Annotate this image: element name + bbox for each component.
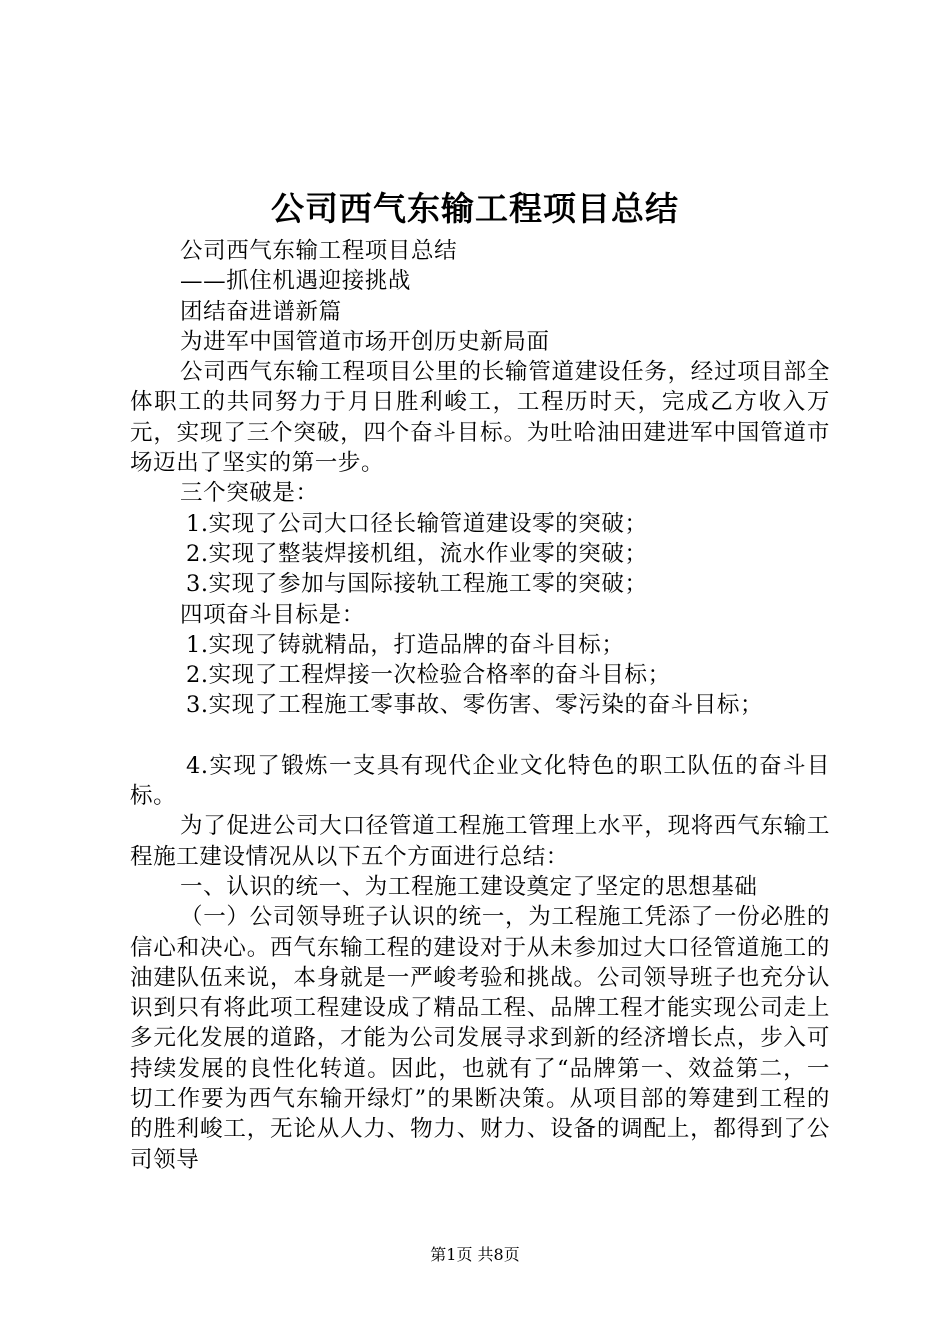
- list-item-goal-3: 3.实现了工程施工零事故、零伤害、零污染的奋斗目标；: [186, 692, 764, 719]
- paragraph-slogan-3: 为进军中国管道市场开创历史新局面: [180, 328, 550, 355]
- list-item-goal-2: 2.实现了工程焊接一次检验合格率的奋斗目标；: [186, 662, 671, 689]
- document-body: [130, 236, 830, 1175]
- paragraph-goals-heading: 四项奋斗目标是：: [180, 601, 365, 628]
- list-item-breakthrough-3: 3.实现了参加与国际接轨工程施工零的突破；: [186, 571, 648, 598]
- paragraph-section-1-1: （一）公司领导班子认识的统一，为工程施工凭添了一份必胜的信心和决心。西气东输工程的建设对于从未参加过大口径管道施工的油建队伍来说，本身就是一严峻考验和挑战。公司领导班子也充分认识到只有将此项工程建设成了精品工程、品牌工程才能实现公司走上多元化发展的道路，才能为公司发展寻求到新的经济增长点，步入可持续发展的良性化转道。因此，也就有了“品牌第一、效益第二，一切工作要为西气东输开绿灯”的果断决策。从项目部的筹建到工程的的胜利峻工，无论从人力、物力、财力、设备的调配上，都得到了公司领导: [130, 904, 830, 1173]
- paragraph-summary-intro: 为了促进公司大口径管道工程施工管理上水平，现将西气东输工程施工建设情况从以下五个方面进行总结：: [130, 813, 830, 870]
- paragraph-slogan-2: 团结奋进谱新篇: [180, 298, 342, 325]
- paragraph-intro: 公司西气东输工程项目公里的长输管道建设任务，经过项目部全体职工的共同努力于月日胜利峻工，工程历时天，完成乙方收入万元，实现了三个突破，四个奋斗目标。为吐哈油田建进军中国管道市场迈出了坚实的第一步。: [130, 359, 830, 477]
- list-item-goal-4: 4.实现了锻炼一支具有现代企业文化特色的职工队伍的奋斗目标。: [130, 752, 830, 810]
- page-footer: 第1页 共8页: [430, 1245, 520, 1264]
- paragraph-subtitle: 公司西气东输工程项目总结: [180, 238, 458, 264]
- list-item-breakthrough-1: 1.实现了公司大口径长输管道建设零的突破；: [186, 510, 648, 537]
- paragraph-breakthroughs-heading: 三个突破是：: [180, 480, 319, 507]
- list-item-breakthrough-2: 2.实现了整装焊接机组，流水作业零的突破；: [186, 540, 648, 567]
- section-heading-1: 一、认识的统一、为工程施工建设奠定了坚定的思想基础: [180, 873, 758, 900]
- document-title: 公司西气东输工程项目总结: [271, 189, 679, 228]
- paragraph-slogan-1: ——抓住机遇迎接挑战: [180, 268, 412, 295]
- paragraph-gap: [130, 721, 830, 751]
- list-item-goal-1: 1.实现了铸就精品，打造品牌的奋斗目标；: [186, 631, 625, 658]
